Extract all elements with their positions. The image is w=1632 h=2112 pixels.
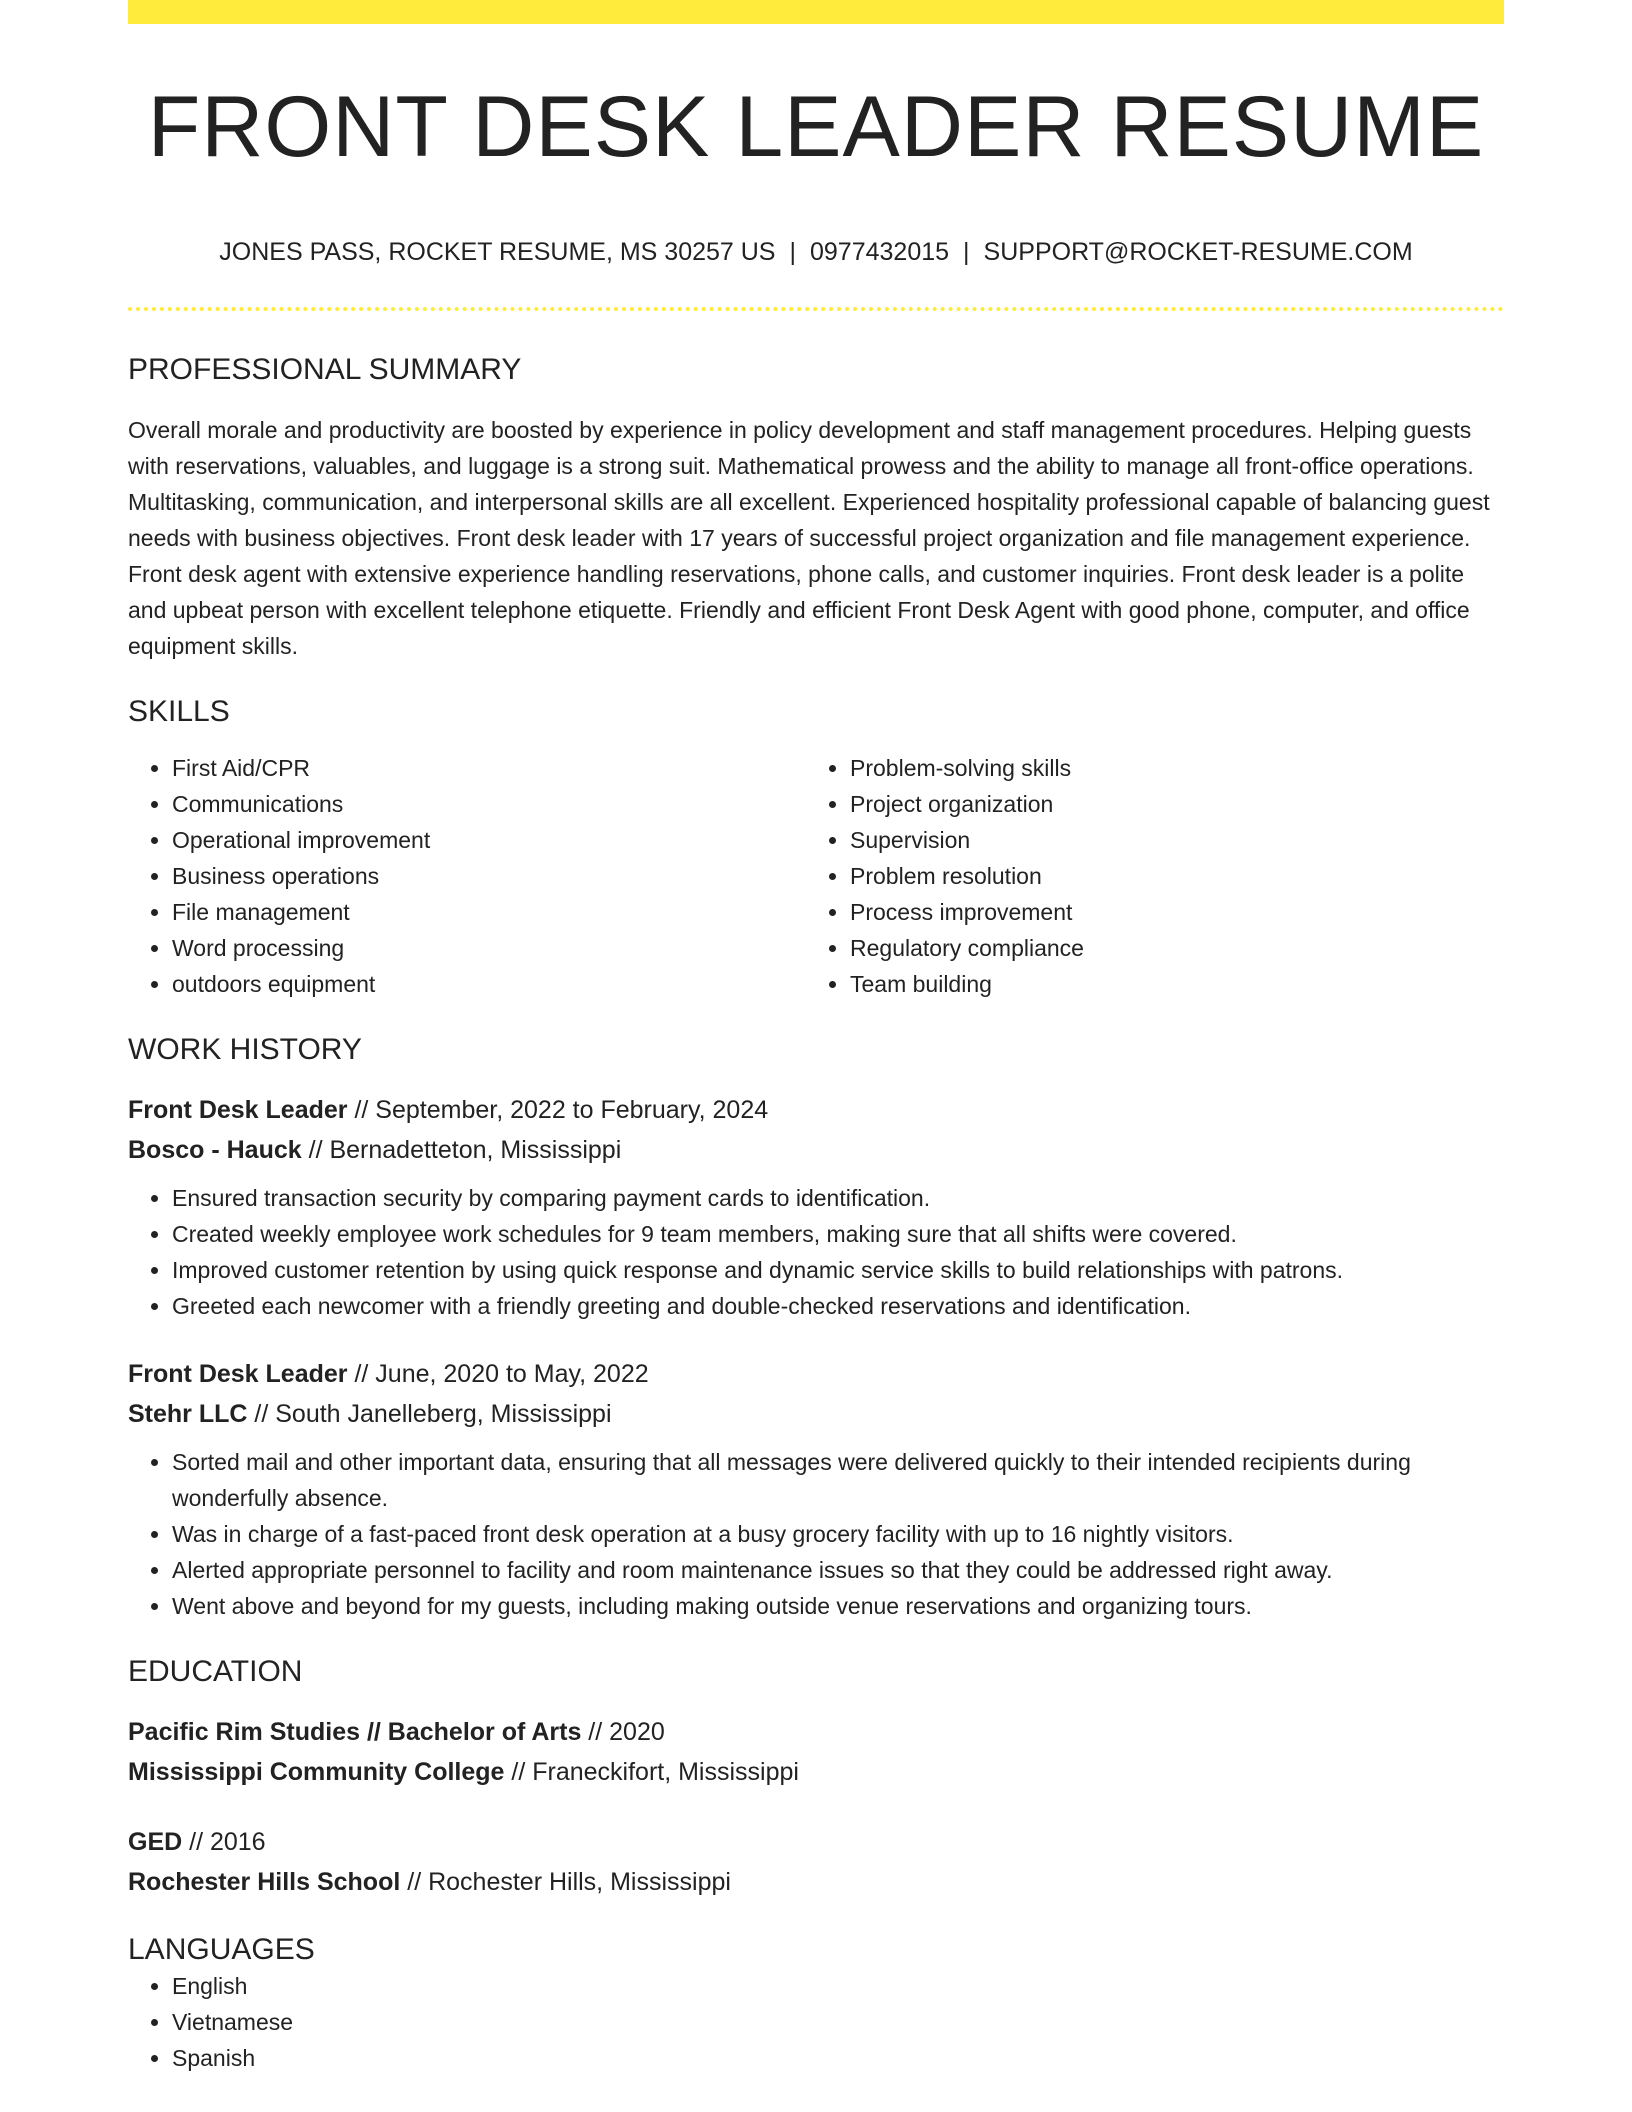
- job-location: // Bernadetteton, Mississippi: [301, 1136, 622, 1164]
- work-history-section: [128, 1032, 1504, 1624]
- skill-item: • Supervision: [850, 822, 1484, 858]
- school: Mississippi Community College: [128, 1758, 505, 1786]
- skills-section: [128, 694, 1504, 1002]
- job-title-line: [128, 1354, 1504, 1394]
- skill-item: • Problem resolution: [850, 858, 1484, 894]
- school-location: // Franeckifort, Mississippi: [504, 1758, 799, 1786]
- job-dates: // September, 2022 to February, 2024: [347, 1096, 769, 1124]
- dotted-divider: [128, 307, 1504, 311]
- job-bullet: • Went above and beyond for my guests, including making outside venue reservations and organizing tours.: [172, 1588, 1504, 1624]
- job-location: // South Janelleberg, Mississippi: [247, 1400, 612, 1428]
- skill-item: • First Aid/CPR: [172, 750, 806, 786]
- job-dates: // June, 2020 to May, 2022: [347, 1360, 649, 1388]
- contact-address: JONES PASS, ROCKET RESUME, MS 30257 US: [219, 238, 776, 266]
- skills-right-list: [806, 750, 1484, 1002]
- skills-left-list: [128, 750, 806, 1002]
- job-title: Front Desk Leader: [128, 1360, 348, 1388]
- degree: GED: [128, 1828, 183, 1856]
- skill-item: • Communications: [172, 786, 806, 822]
- education-section: [128, 1654, 1504, 1902]
- skill-item: • Project organization: [850, 786, 1484, 822]
- summary-section: [128, 352, 1504, 664]
- skill-item: • Regulatory compliance: [850, 930, 1484, 966]
- resume-content: [128, 352, 1504, 2076]
- job-company: Stehr LLC: [128, 1400, 248, 1428]
- job-bullet: • Ensured transaction security by comparing payment cards to identification.: [172, 1180, 1504, 1216]
- skill-item: • Word processing: [172, 930, 806, 966]
- job-bullet: • Was in charge of a fast-paced front desk operation at a busy grocery facility with up to 16 nightly visitors.: [172, 1516, 1504, 1552]
- work-history-heading: WORK HISTORY: [128, 1033, 362, 1066]
- job-bullets: [128, 1180, 1504, 1324]
- contact-phone: 0977432015: [810, 238, 950, 266]
- education-entry: [128, 1822, 1504, 1902]
- languages-heading: LANGUAGES: [128, 1933, 315, 1966]
- job-bullet: • Greeted each newcomer with a friendly greeting and double-checked reservations and identification.: [172, 1288, 1504, 1324]
- job-bullet: • Improved customer retention by using quick response and dynamic service skills to build relationships with patrons.: [172, 1252, 1504, 1288]
- skill-item: • Team building: [850, 966, 1484, 1002]
- job-entry: [128, 1354, 1504, 1624]
- job-title: Front Desk Leader: [128, 1096, 348, 1124]
- school: Rochester Hills School: [128, 1868, 401, 1896]
- contact-separator: |: [963, 238, 970, 266]
- accent-top-bar: [128, 0, 1504, 24]
- skill-item: • Business operations: [172, 858, 806, 894]
- degree-line: [128, 1822, 1504, 1862]
- degree: Pacific Rim Studies // Bachelor of Arts: [128, 1718, 582, 1746]
- job-bullet: • Created weekly employee work schedules for 9 team members, making sure that all shifts were covered.: [172, 1216, 1504, 1252]
- graduation-year: // 2016: [182, 1828, 266, 1856]
- skills-heading: SKILLS: [128, 695, 230, 728]
- job-entry: [128, 1090, 1504, 1324]
- contact-line: [128, 238, 1504, 267]
- language-item: • Spanish: [172, 2040, 1504, 2076]
- skill-item: • File management: [172, 894, 806, 930]
- contact-separator: |: [789, 238, 796, 266]
- language-item: • English: [172, 1968, 1504, 2004]
- skill-item: • outdoors equipment: [172, 966, 806, 1002]
- skill-item: • Problem-solving skills: [850, 750, 1484, 786]
- job-company: Bosco - Hauck: [128, 1136, 302, 1164]
- skill-item: • Process improvement: [850, 894, 1484, 930]
- degree-line: [128, 1712, 1504, 1752]
- resume-title: FRONT DESK LEADER RESUME: [147, 79, 1485, 175]
- education-heading: EDUCATION: [128, 1655, 303, 1688]
- school-location: // Rochester Hills, Mississippi: [400, 1868, 731, 1896]
- school-line: [128, 1862, 1504, 1902]
- contact-email: SUPPORT@ROCKET-RESUME.COM: [983, 238, 1413, 266]
- graduation-year: // 2020: [581, 1718, 665, 1746]
- job-bullet: • Alerted appropriate personnel to facility and room maintenance issues so that they could be addressed right away.: [172, 1552, 1504, 1588]
- summary-text: Overall morale and productivity are boosted by experience in policy development and staff management procedures. Helping guests with reservations, valuables, and luggage is a strong suit. Mathematical prowess and the ability to manage all front-office operations. Multitasking, communication, and interpersonal skills are all excellent. Experienced hospitality professional capable of balancing guest needs with business objectives. Front desk leader with 17 years of successful project organization and file management experience. Front desk agent with extensive experience handling reservations, phone calls, and customer inquiries. Front desk leader is a polite and upbeat person with excellent telephone etiquette. Friendly and efficient Front Desk Agent with good phone, computer, and office equipment skills.: [128, 417, 1490, 659]
- job-bullet: • Sorted mail and other important data, ensuring that all messages were delivered quickly to their intended recipients during wonderfully absence.: [172, 1444, 1504, 1516]
- skill-item: • Operational improvement: [172, 822, 806, 858]
- job-title-line: [128, 1090, 1504, 1130]
- job-company-line: [128, 1394, 1504, 1434]
- job-company-line: [128, 1130, 1504, 1170]
- summary-heading: PROFESSIONAL SUMMARY: [128, 353, 522, 386]
- job-bullets: [128, 1444, 1504, 1624]
- languages-section: [128, 1932, 1504, 2076]
- education-entry: [128, 1712, 1504, 1792]
- languages-list: [128, 1968, 1504, 2076]
- language-item: • Vietnamese: [172, 2004, 1504, 2040]
- skills-columns: [128, 750, 1504, 1002]
- school-line: [128, 1752, 1504, 1792]
